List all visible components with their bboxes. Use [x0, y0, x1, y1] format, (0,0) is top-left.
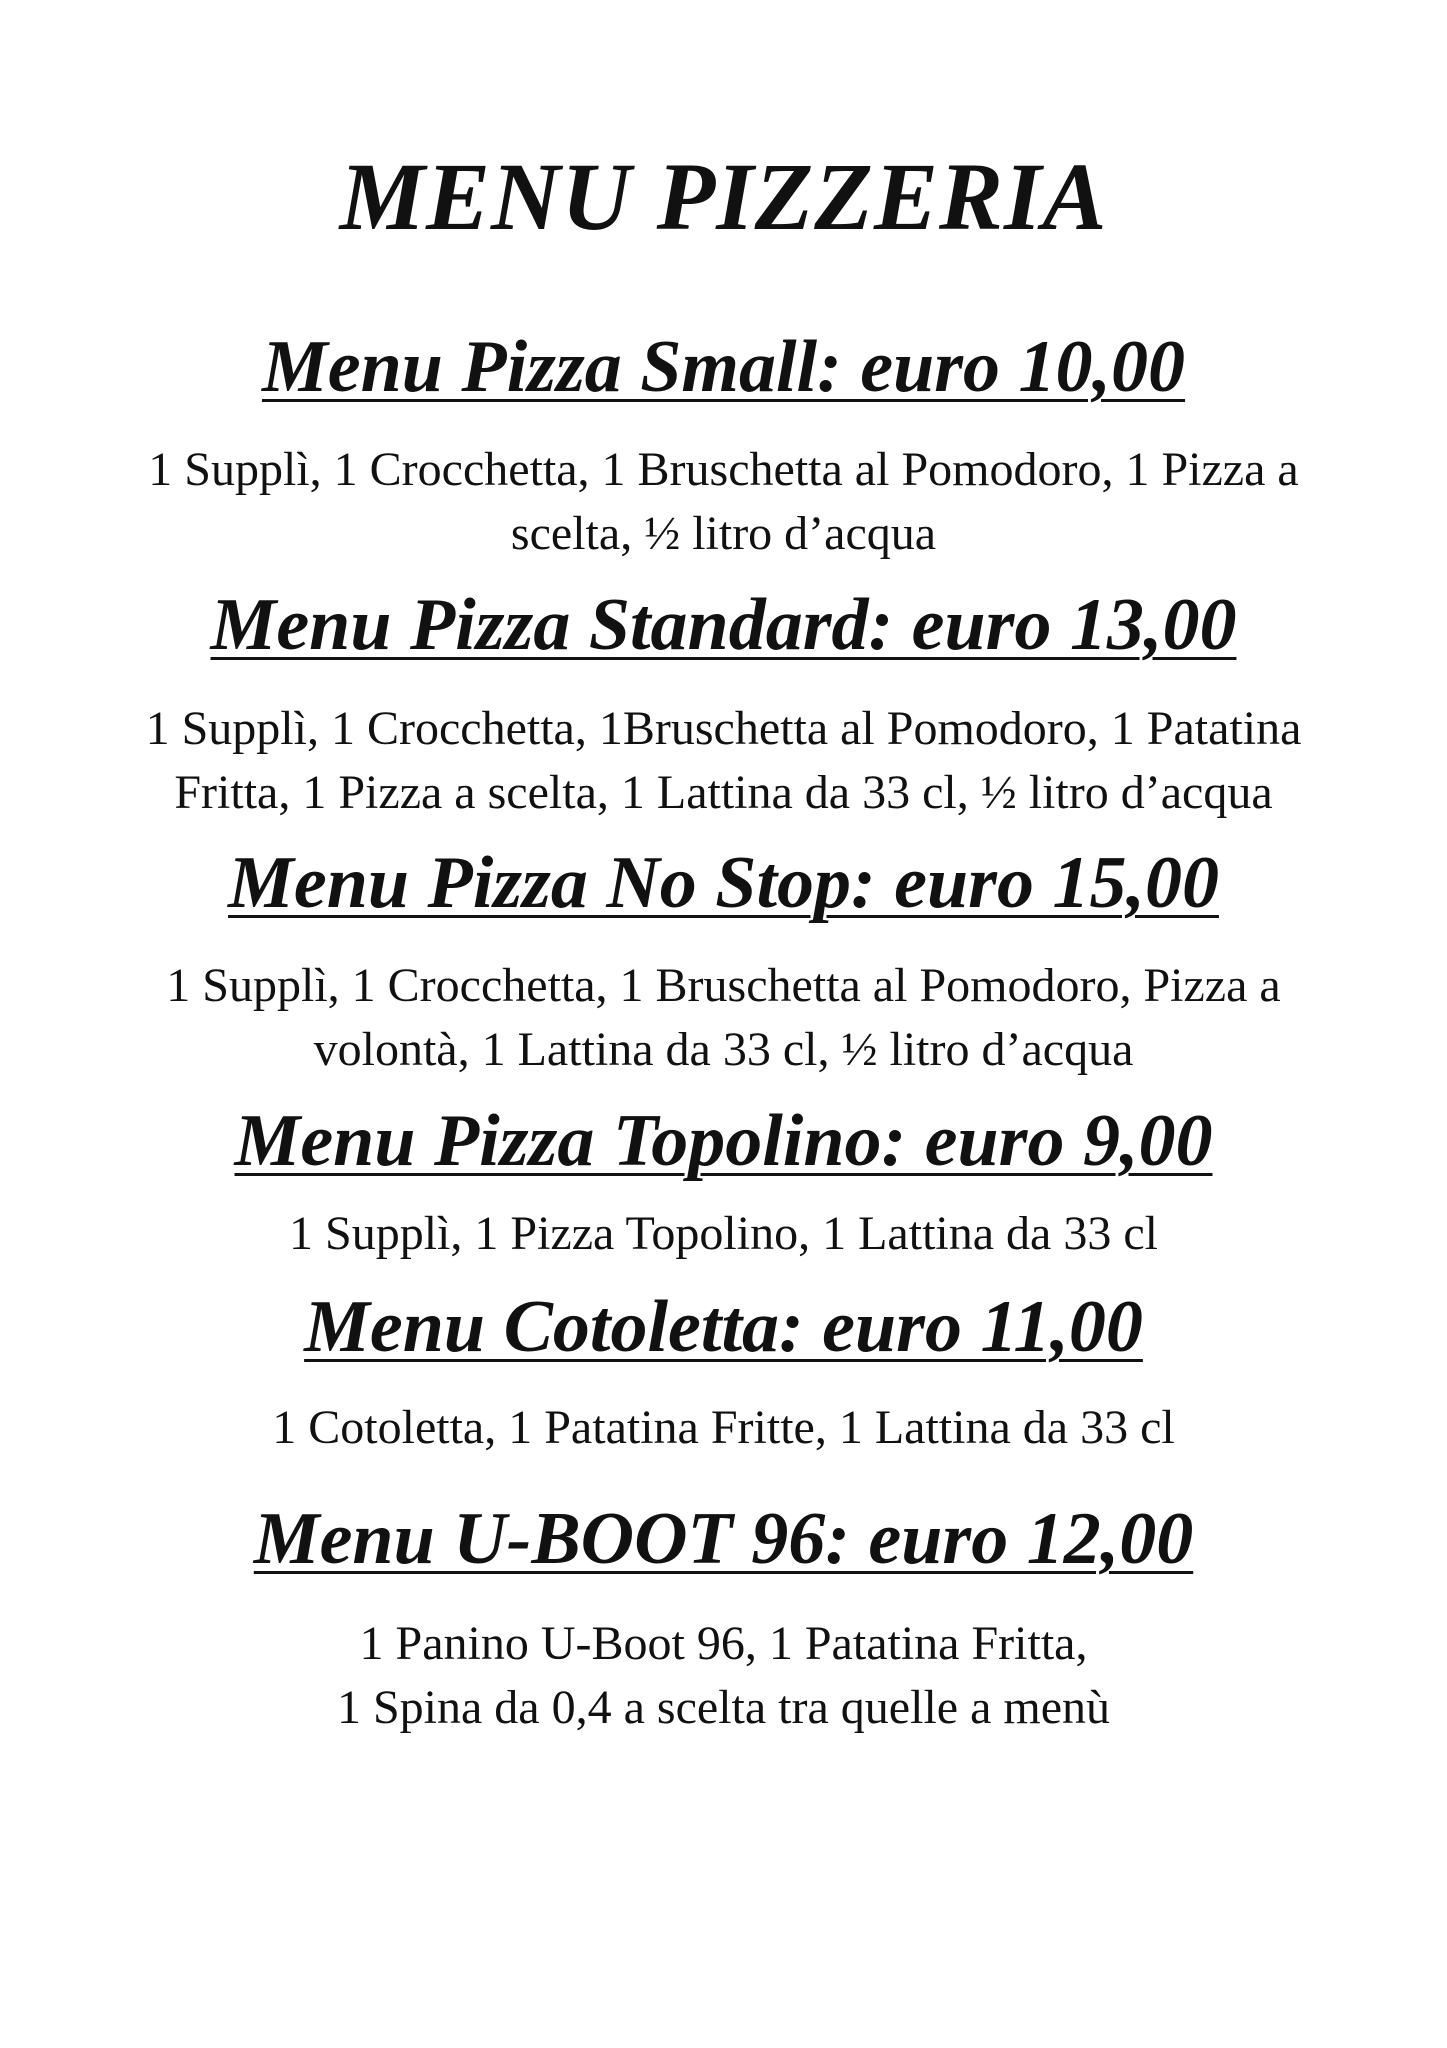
page-title: MENU PIZZERIA	[339, 143, 1108, 250]
description-line: 1 Spina da 0,4 a scelta tra quelle a menù	[336, 1681, 1111, 1734]
menu-description-pizza-topolino	[0, 1202, 1447, 1266]
menu-heading-pizza-small: Menu Pizza Small: euro 10,00	[261, 326, 1186, 408]
description-line: Fritta, 1 Pizza a scelta, 1 Lattina da 33 cl, ½ litro d’acqua	[174, 766, 1273, 819]
menu-description-u-boot-96	[0, 1612, 1447, 1740]
description-line: scelta, ½ litro d’acqua	[510, 507, 937, 560]
description-line: 1 Supplì, 1 Crocchetta, 1 Bruschetta al Pomodoro, 1 Pizza a	[148, 443, 1299, 496]
description-line: volontà, 1 Lattina da 33 cl, ½ litro d’acqua	[313, 1023, 1134, 1076]
menu-description-cotoletta	[0, 1396, 1447, 1460]
description-line: 1 Supplì, 1 Pizza Topolino, 1 Lattina da 33 cl	[289, 1207, 1158, 1260]
description-line: 1 Supplì, 1 Crocchetta, 1Bruschetta al Pomodoro, 1 Patatina	[145, 702, 1302, 755]
menu-heading-pizza-topolino: Menu Pizza Topolino: euro 9,00	[234, 1100, 1213, 1182]
description-line: 1 Panino U-Boot 96, 1 Patatina Fritta,	[359, 1617, 1088, 1670]
menu-description-pizza-no-stop	[0, 954, 1447, 1082]
menu-heading-cotoletta: Menu Cotoletta: euro 11,00	[304, 1286, 1143, 1368]
menu-heading-pizza-no-stop: Menu Pizza No Stop: euro 15,00	[228, 842, 1219, 924]
menu-description-pizza-standard	[0, 697, 1447, 825]
menu-description-pizza-small	[0, 438, 1447, 566]
description-line: 1 Cotoletta, 1 Patatina Fritte, 1 Lattina da 33 cl	[272, 1401, 1175, 1454]
menu-heading-u-boot-96: Menu U-BOOT 96: euro 12,00	[253, 1498, 1194, 1580]
menu-heading-pizza-standard: Menu Pizza Standard: euro 13,00	[210, 584, 1237, 666]
description-line: 1 Supplì, 1 Crocchetta, 1 Bruschetta al Pomodoro, Pizza a	[166, 959, 1281, 1012]
